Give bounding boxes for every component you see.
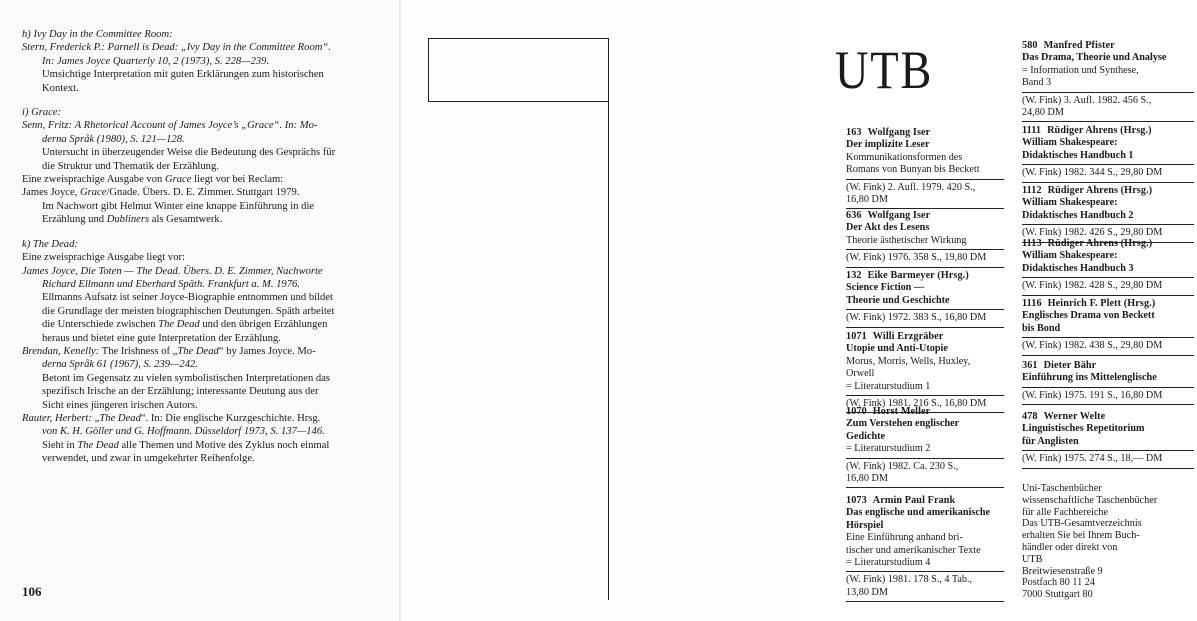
book-listing (846, 406, 1004, 488)
book-publication: 13,80 DM (846, 586, 888, 598)
entry-continuation: derna Språk 61 (1967), S. 239—242. (42, 359, 198, 371)
entry-continuation: spezifisch Irische an der Erzählung; interessante Deutung aus der (42, 386, 319, 398)
book-title: Das Drama, Theorie und Analyse (1022, 52, 1167, 64)
book-number-author (846, 127, 1004, 139)
book-title: bis Bond (1022, 322, 1061, 334)
info-line: Uni-Taschenbücher (1022, 483, 1102, 494)
entry-rule (1022, 277, 1194, 278)
book-title: Science Fiction — (846, 282, 925, 294)
book-listing (1022, 40, 1194, 122)
book-number-author (846, 210, 1004, 222)
book-listing (846, 270, 1004, 328)
book-author: Werner Welte (1043, 411, 1106, 422)
book-title: Linguistisches Repetitorium (1022, 423, 1145, 435)
entry-rule (1022, 355, 1194, 356)
entry-continuation: heraus und bietet eine gute Interpretation der Erzählung. (42, 332, 281, 344)
entry-continuation: Erzählung und Dubliners als Gesamtwerk. (42, 214, 223, 226)
column-rule-middle (608, 38, 609, 600)
book-author: Willi Erzgräber (872, 331, 944, 342)
entry-rule (1022, 404, 1194, 405)
entry-rule (1022, 468, 1194, 469)
bibliography-entry: Brendan, Kenelly: The Irishness of „The Dead“ by James Joyce. Mo- (22, 345, 316, 357)
book-subtitle: Eine Einführung anhand bri- (846, 532, 963, 544)
text-line: Eine zweisprachige Ausgabe von Grace liegt vor bei Reclam: (22, 174, 284, 186)
book-subtitle: = Literaturstudium 4 (846, 557, 931, 569)
book-listing (1022, 185, 1194, 243)
book-author: Wolfgang Iser (867, 210, 931, 221)
section-heading: i) Grace: (22, 107, 62, 119)
book-listing (846, 331, 1004, 413)
entry-rule (1022, 92, 1194, 93)
book-author: Rüdiger Ahrens (Hrsg.) (1047, 185, 1153, 196)
book-number: 132 (846, 270, 862, 281)
book-author: Armin Paul Frank (872, 495, 956, 506)
book-author: Eike Barmeyer (Hrsg.) (867, 270, 969, 281)
book-listing (1022, 238, 1194, 296)
book-number-author (846, 270, 1004, 282)
book-number-author (846, 495, 1004, 507)
entry-rule (846, 571, 1004, 572)
entry-continuation: Untersucht in überzeugender Weise die Bedeutung des Gesprächs für (42, 147, 336, 159)
entry-continuation: derna Språk (1980), S. 121—128. (42, 133, 185, 145)
book-publication: (W. Fink) 1982. 428 S., 29,80 DM (1022, 280, 1163, 292)
book-number: 1073 (846, 495, 867, 506)
book-number-author (1022, 185, 1194, 197)
book-publication: (W. Fink) 1981. 178 S., 4 Tab., (846, 574, 973, 586)
book-title: Das englische und amerikanische (846, 507, 991, 519)
logo-rule-top (428, 38, 608, 39)
book-number-author (1022, 238, 1194, 250)
text-line: Eine zweisprachige Ausgabe liegt vor: (22, 252, 185, 264)
book-subtitle: = Information und Synthese, (1022, 64, 1139, 76)
book-listing (1022, 298, 1194, 356)
entry-rule (846, 395, 1004, 396)
book-listing (846, 495, 1004, 602)
book-publication: 16,80 DM (846, 473, 888, 485)
entry-rule (1022, 337, 1194, 338)
book-publication: (W. Fink) 1975. 274 S., 18,— DM (1022, 453, 1163, 465)
book-publication: (W. Fink) 1982. 426 S., 29,80 DM (1022, 227, 1163, 239)
book-title: William Shakespeare: (1022, 137, 1118, 149)
book-number: 478 (1022, 411, 1038, 422)
book-title: Englisches Drama von Beckett (1022, 310, 1155, 322)
book-subtitle: tischer und amerikanischer Texte (846, 544, 981, 556)
entry-rule (1022, 224, 1194, 225)
bibliography-entry: James Joyce, Grace/Gnade. Übers. D. E. Zimmer. Stuttgart 1979. (22, 187, 300, 199)
book-number: 361 (1022, 360, 1038, 371)
book-publication: (W. Fink) 2. Aufl. 1979. 420 S., (846, 181, 976, 193)
book-author: Rüdiger Ahrens (Hrsg.) (1047, 238, 1153, 249)
book-subtitle: = Literaturstudium 1 (846, 380, 931, 392)
book-title: Gedichte (846, 430, 886, 442)
entry-rule (846, 458, 1004, 459)
logo-rule-bottom (428, 101, 608, 102)
book-publication: (W. Fink) 1982. 438 S., 29,80 DM (1022, 340, 1163, 352)
entry-rule (846, 309, 1004, 310)
book-subtitle: Band 3 (1022, 77, 1052, 89)
book-number-author (1022, 125, 1194, 137)
bibliography-entry: Rauter, Herbert: „The Dead“. In: Die englische Kurzgeschichte. Hrsg. (22, 412, 321, 424)
entry-rule (846, 487, 1004, 488)
book-number: 1113 (1022, 238, 1042, 249)
entry-continuation: Betont im Gegensatz zu vielen symbolistischen Interpretationen das (42, 372, 331, 384)
book-title: Zum Verstehen englischer (846, 418, 960, 430)
entry-rule (1022, 121, 1194, 122)
book-title: Didaktisches Handbuch 1 (1022, 149, 1134, 161)
bibliography-entry: James Joyce, Die Toten — The Dead. Übers. D. E. Zimmer, Nachworte (22, 265, 323, 277)
info-line: 7000 Stuttgart 80 (1022, 589, 1093, 601)
book-publication: 16,80 DM (846, 194, 888, 206)
entry-continuation: Sieht in The Dead alle Themen und Motive des Zyklus noch einmal (42, 439, 330, 451)
book-title: Hörspiel (846, 519, 884, 531)
info-line: wissenschaftliche Taschenbücher (1022, 494, 1158, 506)
book-number: 1111 (1022, 125, 1042, 136)
book-number: 636 (846, 210, 862, 221)
entry-rule (846, 601, 1004, 602)
book-subtitle: Orwell (846, 368, 875, 380)
right-page (400, 0, 1167, 621)
entry-rule (846, 267, 1004, 268)
book-subtitle: Theorie ästhetischer Wirkung (846, 234, 967, 246)
entry-rule (1022, 295, 1194, 296)
book-subtitle: Kommunikationsformen des (846, 151, 963, 163)
book-number: 1116 (1022, 298, 1042, 309)
book-number-author (1022, 298, 1194, 310)
book-title: Der implizite Leser (846, 139, 930, 151)
book-listing (1022, 411, 1194, 469)
book-number: 1112 (1022, 185, 1042, 196)
info-line: Postfach 80 11 24 (1022, 577, 1095, 589)
entry-continuation: die Unterschiede zwischen The Dead und den übrigen Erzählungen (42, 319, 328, 331)
entry-continuation: Im Nachwort gibt Helmut Winter eine knappe Einführung in die (42, 200, 315, 212)
entry-continuation: Richard Ellmann und Eberhard Späth. Frankfurt a. M. 1976. (42, 278, 300, 290)
entry-continuation: Sicht eines jüngeren irischen Autors. (42, 399, 198, 411)
book-publication: (W. Fink) 1981. 216 S., 16,80 DM (846, 398, 987, 410)
info-line: UTB (1022, 553, 1043, 565)
book-title: Einführung ins Mittelenglische (1022, 372, 1157, 384)
book-publication: (W. Fink) 1976. 358 S., 19,80 DM (846, 252, 987, 264)
book-number: 1070 (846, 406, 867, 417)
book-title: für Anglisten (1022, 435, 1079, 447)
book-listing (1022, 360, 1194, 405)
book-number: 1071 (846, 331, 867, 342)
entry-continuation: Kontext. (42, 82, 79, 94)
entry-continuation: verwendet, und zwar in umgekehrter Reihenfolge. (42, 453, 255, 465)
entry-rule (846, 249, 1004, 250)
book-publication: (W. Fink) 1982. 344 S., 29,80 DM (1022, 167, 1163, 179)
book-title: Theorie und Geschichte (846, 294, 950, 306)
gutter (399, 0, 401, 621)
utb-logo: UTB (835, 40, 934, 100)
entry-continuation: In: James Joyce Quarterly 10, 2 (1973), S. 228—239. (42, 55, 270, 67)
page-number: 106 (22, 584, 42, 599)
book-number: 580 (1022, 40, 1038, 51)
book-author: Wolfgang Iser (867, 127, 931, 138)
info-line: Breitwiesenstraße 9 (1022, 565, 1103, 577)
book-author: Heinrich F. Plett (Hrsg.) (1047, 298, 1156, 309)
entry-rule (846, 179, 1004, 180)
entry-rule (1022, 450, 1194, 451)
book-title: Didaktisches Handbuch 3 (1022, 262, 1134, 274)
left-page (0, 0, 400, 621)
bibliography-entry: Senn, Fritz: A Rhetorical Account of James Joyce’s „Grace“. In: Mo- (22, 120, 318, 132)
book-listing (1022, 125, 1194, 183)
book-number: 163 (846, 127, 862, 138)
book-author: Rüdiger Ahrens (Hrsg.) (1047, 125, 1152, 136)
book-number-author (1022, 411, 1194, 423)
entry-rule (846, 327, 1004, 328)
book-number-author (846, 331, 1004, 343)
book-publication: 24,80 DM (1022, 107, 1064, 119)
book-subtitle: Romans von Bunyan bis Beckett (846, 164, 980, 176)
book-number-author (1022, 40, 1194, 52)
entry-continuation: die Struktur und Thematik der Erzählung. (42, 160, 219, 172)
book-title: Der Akt des Lesens (846, 222, 930, 234)
book-number-author (846, 406, 1004, 418)
entry-continuation: von K. H. Göller und G. Hoffmann. Düsseldorf 1973, S. 137—146. (42, 426, 325, 438)
book-title: Didaktisches Handbuch 2 (1022, 209, 1134, 221)
book-title: Utopie und Anti-Utopie (846, 343, 948, 355)
entry-continuation: die Grundlage der meisten biographischen Deutungen. Späth arbeitet (42, 305, 335, 317)
info-line: erhalten Sie bei Ihrem Buch- (1022, 530, 1140, 542)
book-number-author (1022, 360, 1194, 372)
entry-rule (1022, 182, 1194, 183)
book-author: Dieter Bähr (1043, 360, 1097, 371)
section-heading: k) The Dead: (22, 238, 78, 250)
logo-rule-left (428, 38, 429, 101)
bibliography-text (22, 28, 392, 466)
book-publication: (W. Fink) 1972. 383 S., 16,80 DM (846, 312, 987, 324)
book-publication: (W. Fink) 1982. Ca. 230 S., (846, 460, 959, 472)
book-author: Manfred Pfister (1043, 40, 1115, 51)
book-author: Horst Meller (872, 406, 931, 417)
utb-info-box (1022, 483, 1197, 601)
book-publication: (W. Fink) 1975. 191 S., 16,80 DM (1022, 389, 1163, 401)
book-subtitle: Morus, Morris, Wells, Huxley, (846, 355, 971, 367)
entry-rule (1022, 164, 1194, 165)
book-subtitle: = Literaturstudium 2 (846, 443, 931, 455)
book-title: William Shakespeare: (1022, 197, 1118, 209)
section-heading: h) Ivy Day in the Committee Room: (22, 29, 173, 40)
entry-rule (1022, 387, 1194, 388)
bibliography-entry: Stern, Frederick P.: Parnell is Dead: „Ivy Day in the Committee Room“. (22, 42, 331, 54)
book-listing (846, 127, 1004, 209)
info-line: für alle Fachbereiche (1022, 506, 1108, 518)
book-listing (846, 210, 1004, 268)
book-title: William Shakespeare: (1022, 250, 1118, 262)
entry-continuation: Ellmanns Aufsatz ist seiner Joyce-Biographie entnommen und bildet (42, 292, 333, 304)
info-line: händler oder direkt von (1022, 541, 1118, 553)
info-line: Das UTB-Gesamtverzeichnis (1022, 518, 1142, 530)
book-publication: (W. Fink) 3. Aufl. 1982. 456 S., (1022, 94, 1152, 106)
entry-continuation: Umsichtige Interpretation mit guten Erklärungen zum historischen (42, 69, 324, 81)
